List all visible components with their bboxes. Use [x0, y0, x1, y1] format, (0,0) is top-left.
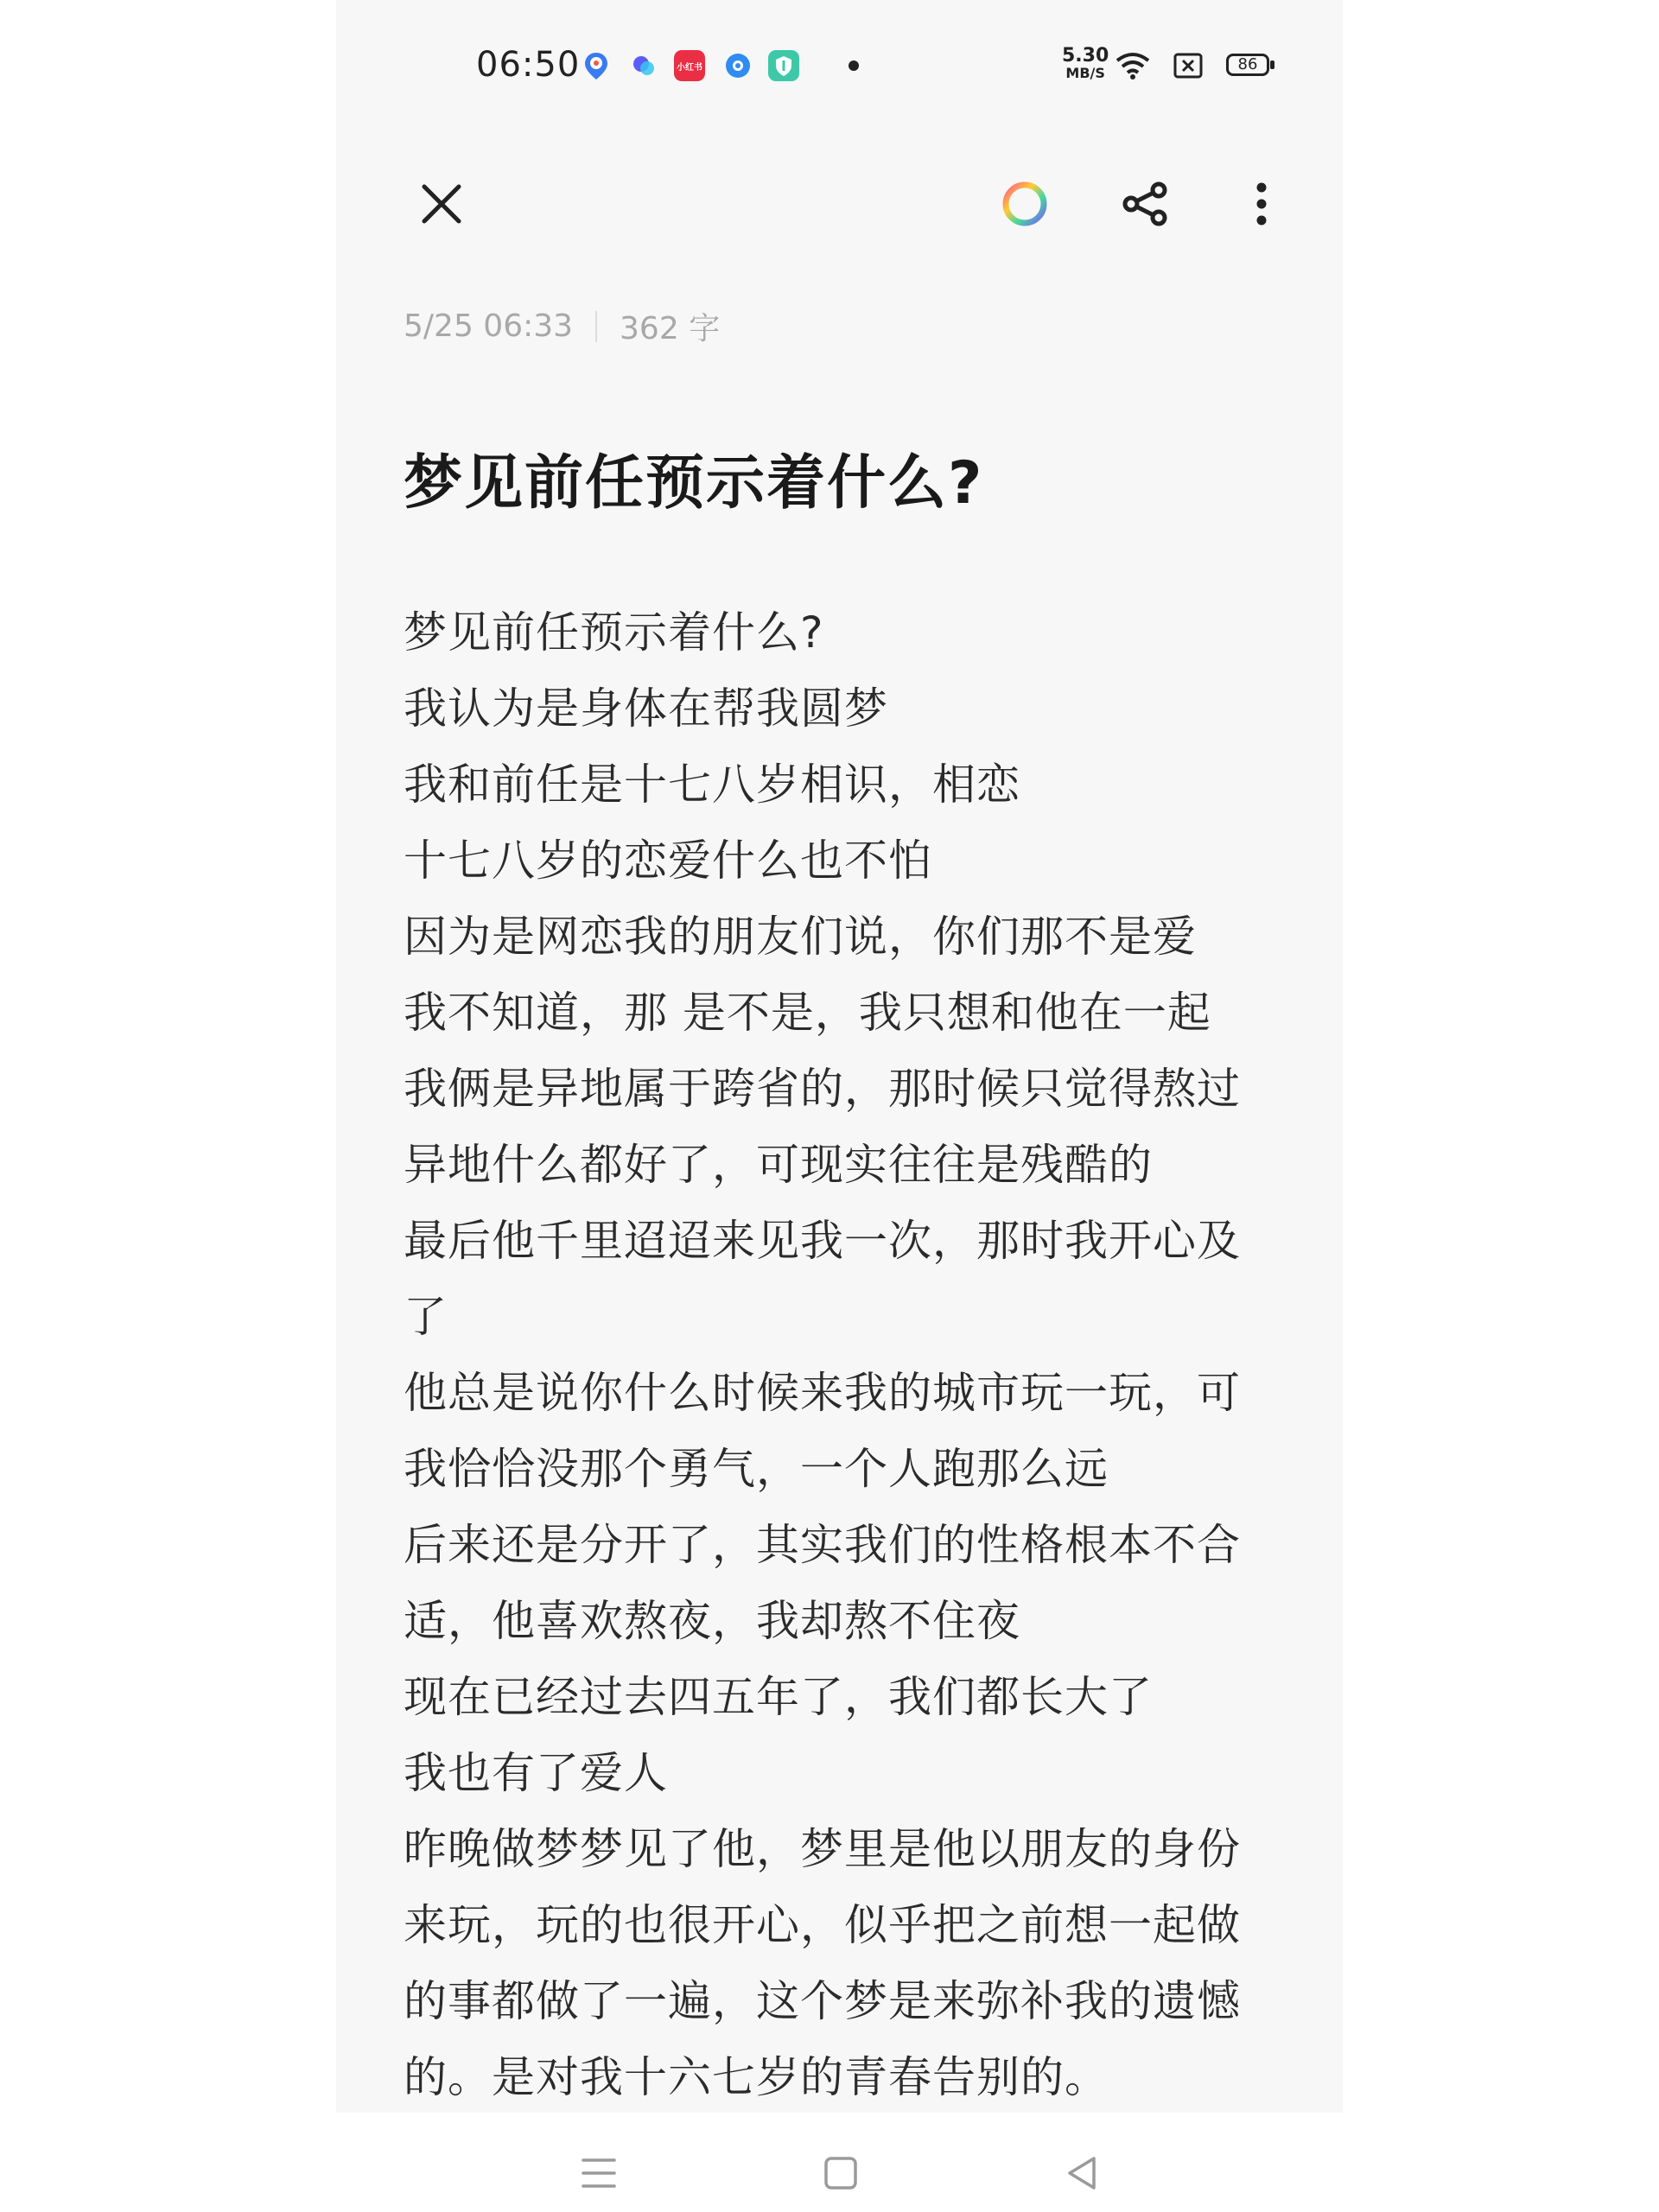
- theme-color-button[interactable]: [994, 173, 1056, 235]
- note-line: 我也有了爱人: [404, 1748, 668, 1798]
- note-line: 梦见前任预示着什么?: [404, 607, 824, 658]
- home-button[interactable]: [819, 2152, 862, 2195]
- baidu-map-icon: [581, 50, 612, 81]
- note-line: 我认为是身体在帮我圆梦: [404, 683, 888, 734]
- share-button[interactable]: [1114, 173, 1176, 235]
- note-line: 十七八岁的恋爱什么也不怕: [404, 836, 932, 886]
- note-meta: [404, 304, 720, 348]
- status-bar: [336, 0, 1343, 130]
- security-icon: [768, 50, 799, 81]
- note-line: 的。是对我十六七岁的青春告别的。: [404, 2052, 1109, 2102]
- note-line: 因为是网恋我的朋友们说，你们那不是爱: [404, 912, 1197, 962]
- note-line: 的事都做了一遍，这个梦是来弥补我的遗憾: [404, 1976, 1241, 2026]
- share-icon: [1114, 173, 1176, 235]
- note-line: 昨晚做梦梦见了他，梦里是他以朋友的身份: [404, 1824, 1241, 1874]
- note-line: 我和前任是十七八岁相识，相恋: [404, 760, 1020, 810]
- no-sim-icon: [1173, 52, 1204, 83]
- word-count: 362 字: [620, 311, 721, 346]
- note-line: 他总是说你什么时候来我的城市玩一玩，可: [404, 1368, 1241, 1418]
- note-line: 异地什么都好了，可现实往往是残酷的: [404, 1140, 1153, 1190]
- network-speed-value: 5.30: [1062, 45, 1109, 67]
- assistant-icon: [628, 50, 659, 81]
- close-icon: [410, 173, 473, 235]
- color-ring-icon: [994, 173, 1056, 235]
- more-options-button[interactable]: [1230, 173, 1293, 235]
- more-notifications-dot: [849, 60, 859, 71]
- browser-icon: [722, 50, 753, 81]
- battery-indicator: 86: [1226, 54, 1269, 76]
- note-line: 了: [404, 1292, 448, 1342]
- square-icon: [819, 2152, 862, 2195]
- recent-apps-button[interactable]: [577, 2152, 620, 2195]
- note-line: 来玩，玩的也很开心，似乎把之前想一起做: [404, 1900, 1241, 1950]
- wifi-icon: [1114, 50, 1152, 85]
- note-line: 我不知道，那 是不是，我只想和他在一起: [404, 988, 1211, 1038]
- note-line: 我俩是异地属于跨省的，那时候只觉得熬过: [404, 1064, 1241, 1114]
- close-button[interactable]: [410, 173, 473, 235]
- note-line: 我恰恰没那个勇气，一个人跑那么远: [404, 1444, 1109, 1494]
- network-speed-unit: MB/S: [1065, 65, 1105, 81]
- xiaohongshu-icon: [674, 50, 705, 81]
- network-speed: [1062, 45, 1109, 82]
- note-line: 最后他千里迢迢来见我一次，那时我开心及: [404, 1216, 1241, 1266]
- note-date: 5/25 06:33: [404, 308, 574, 344]
- status-time: 06:50: [476, 45, 581, 85]
- note-body[interactable]: [404, 594, 1268, 2115]
- note-line: 现在已经过去四五年了，我们都长大了: [404, 1672, 1153, 1722]
- back-button[interactable]: [1061, 2152, 1104, 2195]
- more-vertical-icon: [1230, 173, 1293, 235]
- meta-divider: [595, 311, 597, 342]
- note-title[interactable]: 梦见前任预示着什么?: [404, 449, 984, 518]
- back-triangle-icon: [1061, 2152, 1104, 2195]
- svg-text:小红书: 小红书: [677, 63, 702, 73]
- phone-screen: [336, 0, 1343, 2113]
- menu-lines-icon: [577, 2152, 620, 2195]
- note-line: 适，他喜欢熬夜，我却熬不住夜: [404, 1596, 1020, 1646]
- note-line: 后来还是分开了，其实我们的性格根本不合: [404, 1520, 1241, 1570]
